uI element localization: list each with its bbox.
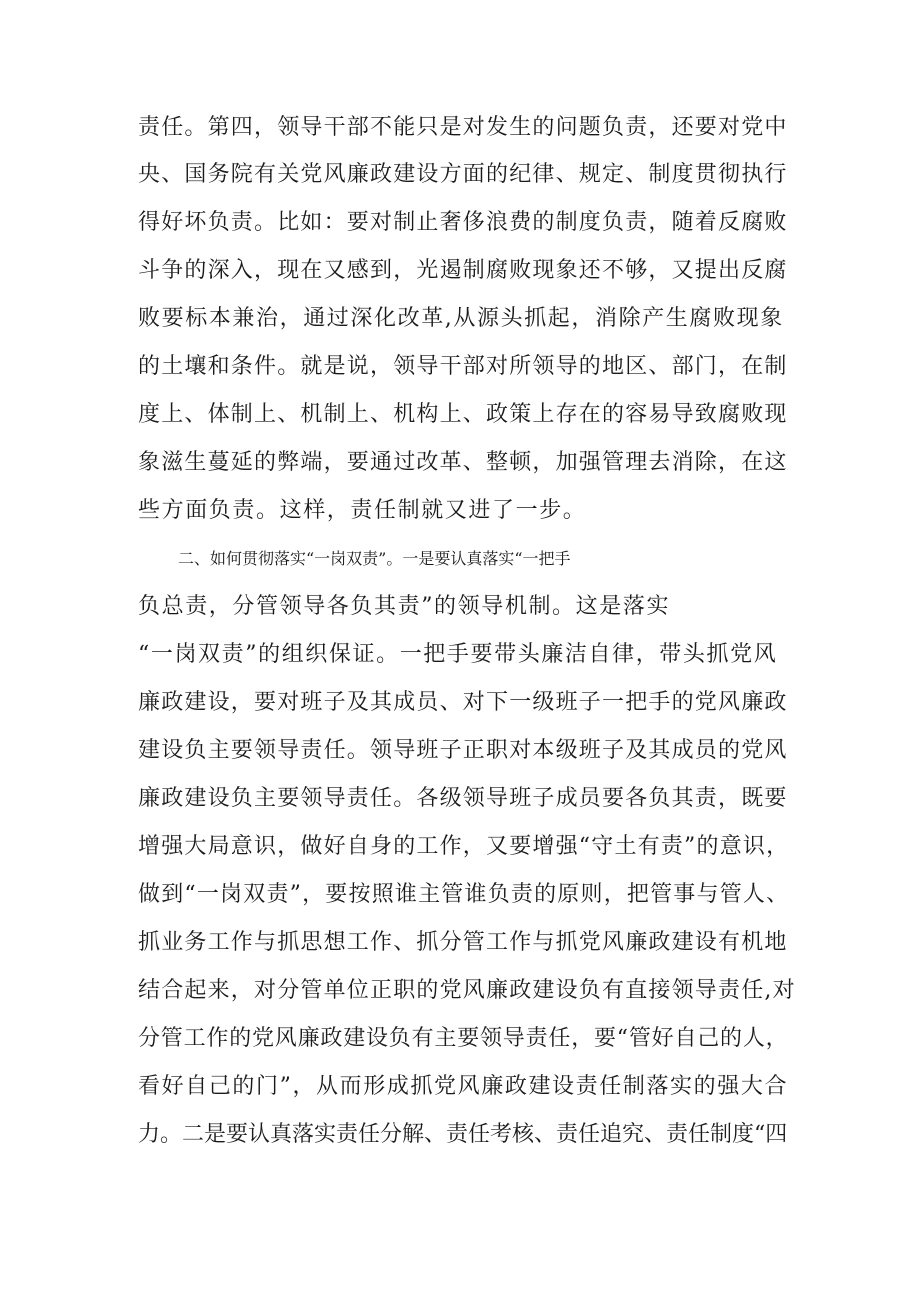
text-line: 些方面负责。这样，责任制就又进了一步。	[138, 498, 587, 523]
text-line: 责任。第四，领导干部不能只是对发生的问题负责，还要对党中	[138, 115, 788, 140]
text-line: 做到“一岗双责”，要按照谁主管谁负责的原则，把管事与管人、	[138, 882, 790, 907]
text-line: “一岗双责”的组织保证。一把手要带头廉洁自律，带头抓党风	[138, 642, 778, 667]
text-line: 廉政建设负主要领导责任。各级领导班子成员要各负其责，既要	[138, 786, 788, 811]
text-line: 负总责，分管领导各负其责”的领导机制。这是落实	[138, 594, 671, 619]
text-line: 败要标本兼治，通过深化改革,从源头抓起，消除产生腐败现象	[138, 306, 784, 331]
text-line: 央、国务院有关党风廉政建设方面的纪律、规定、制度贯彻执行	[138, 162, 788, 187]
text-line: 力。二是要认真落实责任分解、责任考核、责任追究、责任制度“四	[138, 1122, 788, 1147]
text-line: 抓业务工作与抓思想工作、抓分管工作与抓党风廉政建设有机地	[138, 930, 788, 955]
text-line: 象滋生蔓延的弊端，要通过改革、整顿，加强管理去消除，在这	[138, 450, 788, 475]
text-line: 度上、体制上、机制上、机构上、政策上存在的容易导致腐败现	[138, 402, 788, 427]
text-line: 分管工作的党风廉政建设负有主要领导责任，要“管好自己的人，	[138, 1026, 789, 1051]
text-line: 结合起来，对分管单位正职的党风廉政建设负有直接领导责任,对	[138, 978, 796, 1003]
text-line: 的土壤和条件。就是说，领导干部对所领导的地区、部门，在制	[138, 354, 788, 379]
section-heading-line: 二、如何贯彻落实“一岗双责”。一是要认真落实“一把手	[178, 549, 571, 568]
text-line: 得好坏负责。比如：要对制止奢侈浪费的制度负责，随着反腐败	[138, 210, 788, 235]
text-line: 看好自己的门”，从而形成抓党风廉政建设责任制落实的强大合	[138, 1074, 789, 1099]
text-line: 增强大局意识，做好自身的工作，又要增强“守土有责”的意识，	[138, 834, 790, 859]
text-line: 廉政建设，要对班子及其成员、对下一级班子一把手的党风廉政	[138, 690, 788, 715]
text-line: 建设负主要领导责任。领导班子正职对本级班子及其成员的党风	[138, 738, 788, 763]
text-line: 斗争的深入，现在又感到，光遏制腐败现象还不够，又提出反腐	[138, 258, 788, 283]
